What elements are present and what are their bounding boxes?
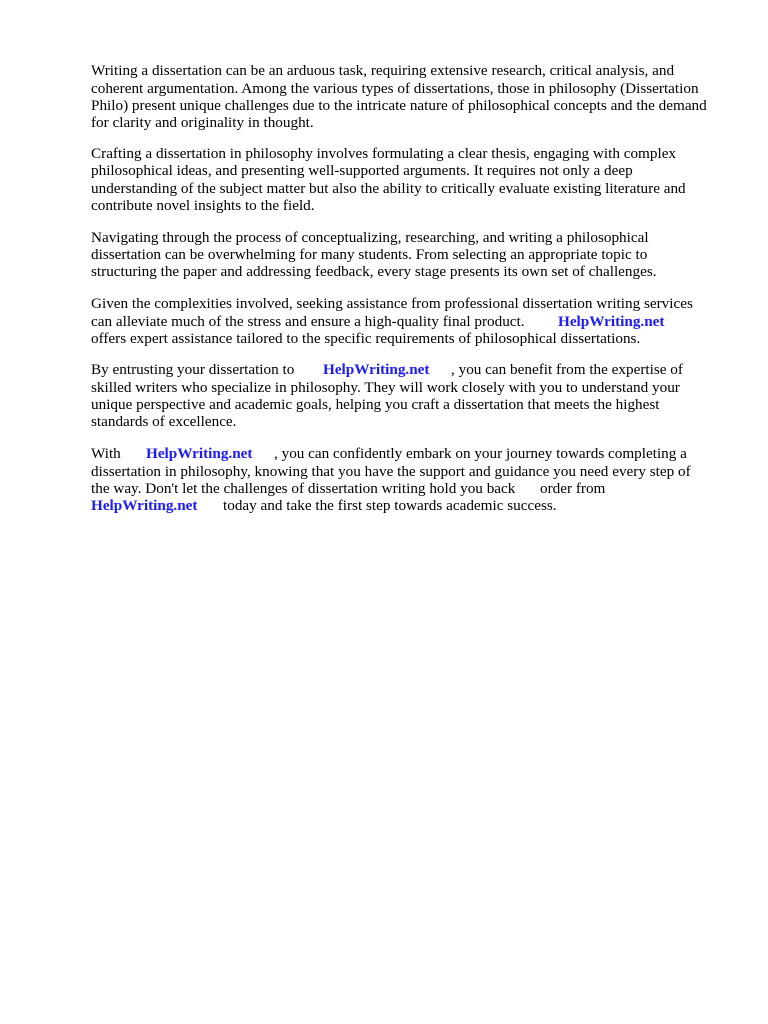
text-line: dissertation in philosophy, knowing that you have the support and guidance you need every step of bbox=[91, 463, 691, 480]
helpwriting-link[interactable]: HelpWriting.net bbox=[146, 445, 253, 462]
text-line: can alleviate much of the stress and ensure a high-quality final product. bbox=[91, 313, 525, 330]
text-line: philosophical ideas, and presenting well-supported arguments. It requires not only a deep bbox=[91, 162, 633, 179]
text-line: Navigating through the process of conceptualizing, researching, and writing a philosophical bbox=[91, 229, 649, 246]
text-line: Crafting a dissertation in philosophy involves formulating a clear thesis, engaging with complex bbox=[91, 145, 677, 162]
text-line: By entrusting your dissertation to bbox=[91, 361, 295, 378]
text-line: for clarity and originality in thought. bbox=[91, 114, 314, 131]
text-line: skilled writers who specialize in philosophy. They will work closely with you to understand your bbox=[91, 379, 680, 396]
text-line: Philo) present unique challenges due to the intricate nature of philosophical concepts and the demand bbox=[91, 97, 707, 114]
text-line: the way. Don't let the challenges of dissertation writing hold you back bbox=[91, 480, 516, 497]
text-line: With bbox=[91, 445, 121, 462]
helpwriting-link[interactable]: HelpWriting.net bbox=[323, 361, 430, 378]
text-line: today and take the first step towards academic success. bbox=[223, 497, 557, 514]
text-line: Writing a dissertation can be an arduous task, requiring extensive research, critical analysis, and bbox=[91, 62, 675, 79]
text-line: unique perspective and academic goals, helping you craft a dissertation that meets the highest bbox=[91, 396, 660, 413]
text-line: dissertation can be overwhelming for many students. From selecting an appropriate topic to bbox=[91, 246, 648, 263]
text-line: contribute novel insights to the field. bbox=[91, 197, 315, 214]
text-line: coherent argumentation. Among the various types of dissertations, those in philosophy (Dissertation bbox=[91, 80, 699, 97]
text-line: standards of excellence. bbox=[91, 413, 237, 430]
helpwriting-link[interactable]: HelpWriting.net bbox=[558, 313, 665, 330]
text-line: offers expert assistance tailored to the specific requirements of philosophical dissertations. bbox=[91, 330, 641, 347]
text-line: structuring the paper and addressing feedback, every stage presents its own set of challenges. bbox=[91, 263, 657, 280]
text-line: understanding of the subject matter but also the ability to critically evaluate existing literature and bbox=[91, 180, 686, 197]
text-line: , you can benefit from the expertise of bbox=[451, 361, 683, 378]
text-line: Given the complexities involved, seeking assistance from professional dissertation writing services bbox=[91, 295, 693, 312]
text-line: order from bbox=[540, 480, 606, 497]
text-line: , you can confidently embark on your journey towards completing a bbox=[274, 445, 687, 462]
helpwriting-link[interactable]: HelpWriting.net bbox=[91, 497, 198, 514]
